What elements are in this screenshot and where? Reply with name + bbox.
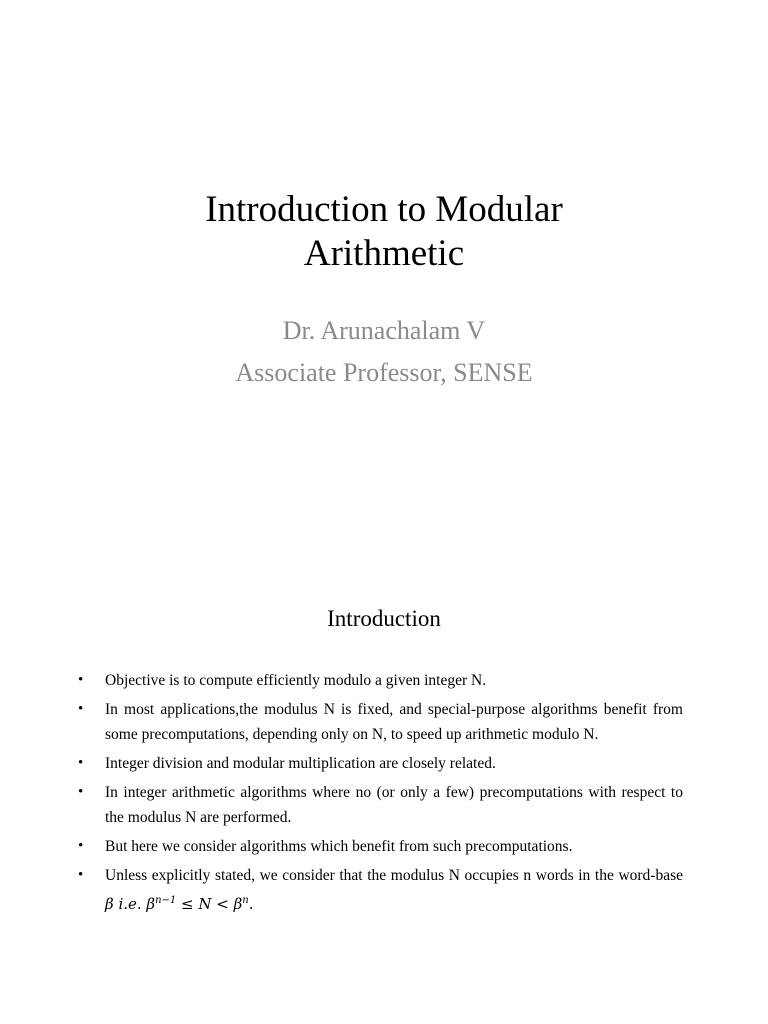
slide-subtitle — [0, 310, 768, 394]
bullet-item — [78, 780, 683, 830]
author-name: Dr. Arunachalam V — [282, 316, 486, 345]
bullet-icon: • — [78, 672, 84, 688]
bullet-text: Objective is to compute efficiently modulo a given integer N. — [105, 672, 487, 689]
bullet-text: In most applications,the modulus N is fixed, and special-purpose algorithms benefit from some precomputations, depending only on N, to speed up arithmetic modulo N. — [105, 701, 683, 743]
bullet-text: In integer arithmetic algorithms where no (or only a few) precomputations with respect to the modulus N are performed. — [105, 784, 683, 826]
slide-title-line-1: Introduction to Modular — [205, 189, 563, 230]
bullet-icon: • — [78, 784, 84, 800]
section-heading: Introduction — [327, 606, 441, 631]
bullet-list — [78, 668, 683, 921]
slide-title — [0, 188, 768, 276]
bullet-item — [78, 834, 683, 859]
bullet-icon: • — [78, 701, 84, 717]
math-expression — [105, 895, 254, 913]
math-exponent-2: n — [242, 895, 249, 906]
bullet-icon: • — [78, 867, 84, 883]
introduction-slide — [0, 512, 768, 1024]
bullet-icon: • — [78, 838, 84, 854]
bullet-text: Unless explicitly stated, we consider that the modulus N occupies n words in the word-base — [105, 867, 683, 884]
author-position: Associate Professor, SENSE — [235, 358, 533, 387]
bullet-text: But here we consider algorithms which benefit from such precomputations. — [105, 838, 573, 855]
bullet-item — [78, 863, 683, 917]
slide-title-line-2: Arithmetic — [303, 233, 465, 274]
bullet-item — [78, 697, 683, 747]
math-relation: ≤ N < β — [176, 895, 243, 913]
bullet-text: Integer division and modular multiplication are closely related. — [105, 755, 496, 772]
math-base: β i.e. β — [105, 895, 156, 913]
bullet-item — [78, 751, 683, 776]
bullet-icon: • — [78, 755, 84, 771]
math-end: . — [248, 895, 254, 913]
bullet-item — [78, 668, 683, 693]
math-exponent-1: n−1 — [155, 895, 177, 906]
